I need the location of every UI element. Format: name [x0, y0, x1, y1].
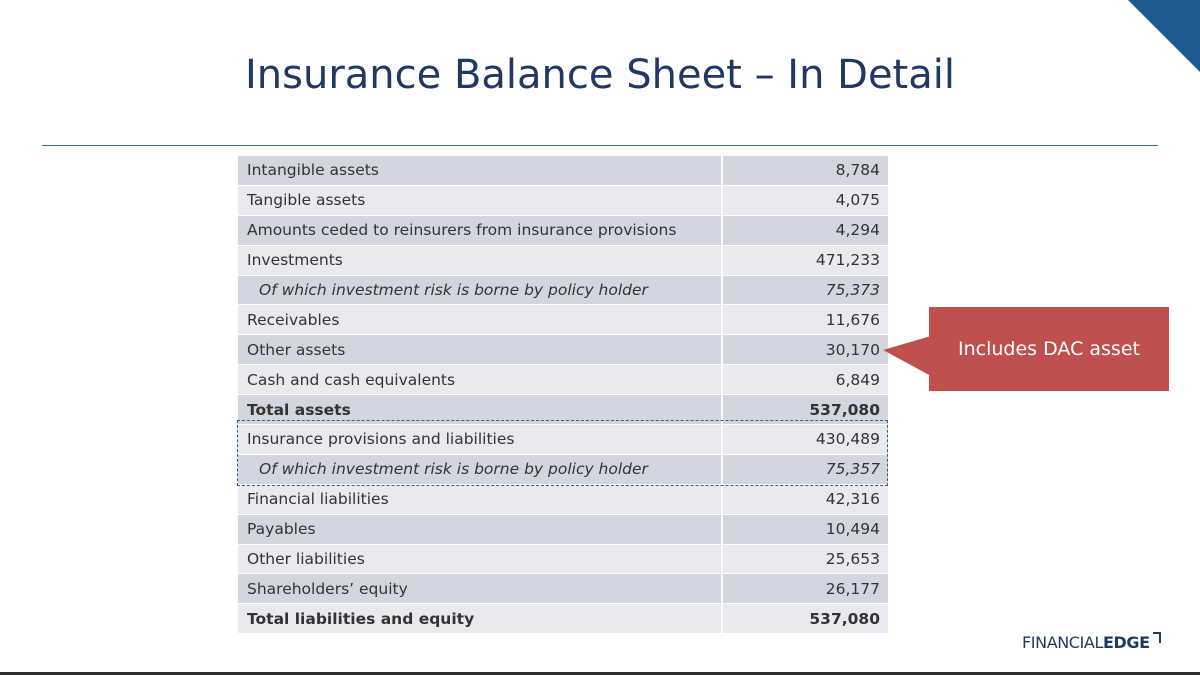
row-label: Shareholders’ equity: [238, 574, 723, 604]
row-value: 6,849: [723, 365, 888, 395]
row-value: 471,233: [723, 246, 888, 276]
row-label: Of which investment risk is borne by policy holder: [238, 276, 723, 306]
callout-pointer: [883, 336, 931, 376]
row-value: 75,357: [723, 455, 888, 485]
row-label: Receivables: [238, 305, 723, 335]
logo-text-edge: EDGE: [1102, 633, 1150, 652]
row-label: Other liabilities: [238, 545, 723, 575]
logo-bracket-icon: [1152, 631, 1162, 645]
row-value: 430,489: [723, 425, 888, 455]
table-row: [238, 455, 888, 485]
table-row: [238, 276, 888, 306]
row-value: 4,075: [723, 186, 888, 216]
row-value: 10,494: [723, 515, 888, 545]
row-label: Total assets: [238, 395, 723, 425]
row-label: Cash and cash equivalents: [238, 365, 723, 395]
row-value: 30,170: [723, 335, 888, 365]
row-label: Financial liabilities: [238, 485, 723, 515]
table-row: [238, 305, 888, 335]
dac-callout: [929, 307, 1169, 391]
table-row: [238, 545, 888, 575]
row-label: Amounts ceded to reinsurers from insurance provisions: [238, 216, 723, 246]
table-row: [238, 365, 888, 395]
row-label: Tangible assets: [238, 186, 723, 216]
row-label: Total liabilities and equity: [238, 604, 723, 634]
table-row-total: [238, 395, 888, 425]
row-value: 26,177: [723, 574, 888, 604]
table-row: [238, 216, 888, 246]
row-value: 42,316: [723, 485, 888, 515]
row-label: Payables: [238, 515, 723, 545]
row-value: 75,373: [723, 276, 888, 306]
financial-edge-logo: [1022, 633, 1162, 653]
row-label: Other assets: [238, 335, 723, 365]
row-value: 25,653: [723, 545, 888, 575]
title-divider: [42, 145, 1158, 146]
row-value: 8,784: [723, 156, 888, 186]
row-value: 4,294: [723, 216, 888, 246]
table-row: [238, 156, 888, 186]
row-value: 537,080: [723, 395, 888, 425]
row-value: 11,676: [723, 305, 888, 335]
table-row: [238, 186, 888, 216]
table-row-total: [238, 604, 888, 634]
table-row: [238, 425, 888, 455]
slide-title: Insurance Balance Sheet – In Detail: [245, 52, 955, 98]
table-row: [238, 246, 888, 276]
logo-text-financial: FINANCIAL: [1022, 633, 1103, 652]
table-row: [238, 515, 888, 545]
row-value: 537,080: [723, 604, 888, 634]
table-row: [238, 485, 888, 515]
table-row: [238, 574, 888, 604]
balance-sheet-table: [238, 156, 888, 634]
row-label: Insurance provisions and liabilities: [238, 425, 723, 455]
row-label: Investments: [238, 246, 723, 276]
row-label: Of which investment risk is borne by policy holder: [238, 455, 723, 485]
table-row: [238, 335, 888, 365]
callout-text: Includes DAC asset: [958, 338, 1140, 360]
row-label: Intangible assets: [238, 156, 723, 186]
